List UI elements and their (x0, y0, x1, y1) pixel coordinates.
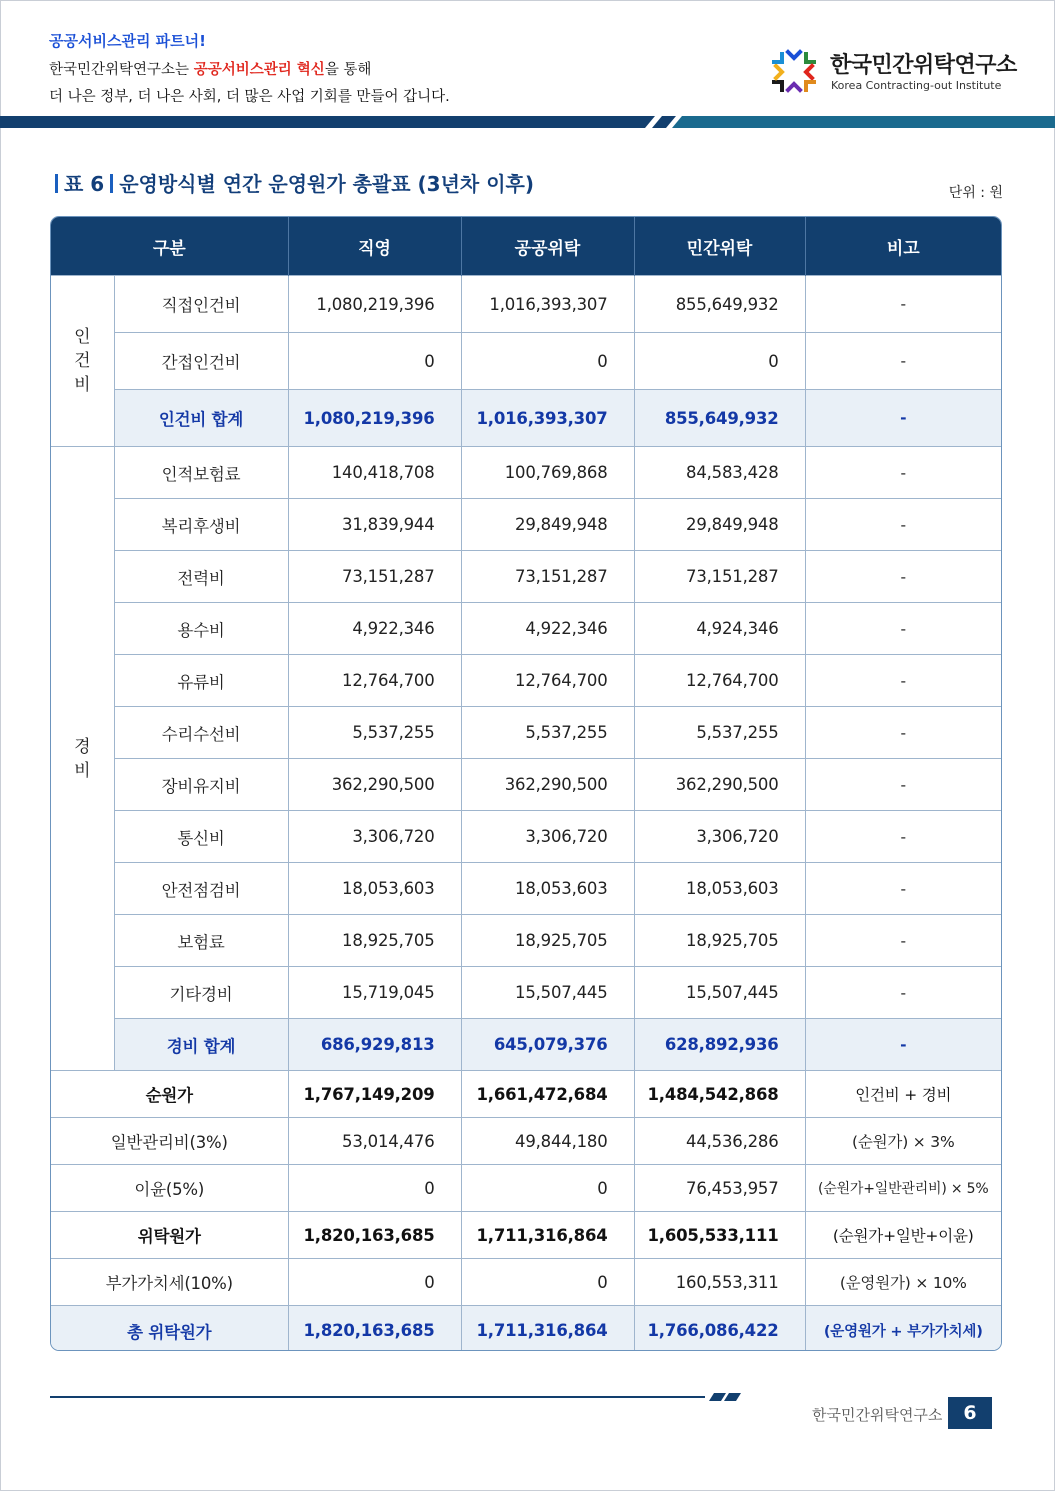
cost-summary-table (50, 216, 1002, 1351)
cell: 5,537,255 (288, 707, 461, 759)
row-label: 간접인건비 (114, 333, 288, 390)
row-label: 통신비 (114, 811, 288, 863)
cell: 1,661,472,684 (461, 1071, 634, 1118)
cell: 12,764,700 (288, 655, 461, 707)
table-label: 표 6 (64, 172, 105, 196)
cell: 100,769,868 (461, 447, 634, 499)
cell-note: - (805, 333, 1001, 390)
table-row (51, 276, 1001, 333)
row-label: 유류비 (114, 655, 288, 707)
cell: 5,537,255 (461, 707, 634, 759)
cell-note: - (805, 655, 1001, 707)
cell: 4,922,346 (461, 603, 634, 655)
table-row (51, 811, 1001, 863)
cell: 1,484,542,868 (634, 1071, 805, 1118)
cell: 0 (634, 333, 805, 390)
cell: 140,418,708 (288, 447, 461, 499)
col-header: 구분 (51, 217, 288, 276)
row-label: 기타경비 (114, 967, 288, 1019)
table-row (51, 915, 1001, 967)
subtotal-row (51, 390, 1001, 447)
footer-slash-decoration (708, 1393, 742, 1401)
cell: 855,649,932 (634, 276, 805, 333)
row-label: 전력비 (114, 551, 288, 603)
cell: 1,016,393,307 (461, 276, 634, 333)
cell: 49,844,180 (461, 1118, 634, 1165)
col-header: 직영 (288, 217, 461, 276)
cell: 362,290,500 (288, 759, 461, 811)
cell: 31,839,944 (288, 499, 461, 551)
cell: 628,892,936 (634, 1019, 805, 1071)
cell-note: (운영원가 + 부가가치세) (805, 1306, 1001, 1352)
cell: 3,306,720 (461, 811, 634, 863)
row-label: 경비 합계 (114, 1019, 288, 1071)
table-row (51, 863, 1001, 915)
table-row (51, 551, 1001, 603)
footer-rule (50, 1396, 705, 1398)
table-row (51, 447, 1001, 499)
cell-note: - (805, 603, 1001, 655)
cell-note: (순원가) × 3% (805, 1118, 1001, 1165)
table-header-row (51, 217, 1001, 276)
page-number: 6 (948, 1397, 992, 1429)
cell: 5,537,255 (634, 707, 805, 759)
table-row (51, 333, 1001, 390)
cell: 1,080,219,396 (288, 276, 461, 333)
row-label: 안전점검비 (114, 863, 288, 915)
cell: 645,079,376 (461, 1019, 634, 1071)
cell: 4,924,346 (634, 603, 805, 655)
cell-note: - (805, 707, 1001, 759)
cell: 362,290,500 (634, 759, 805, 811)
cell: 73,151,287 (288, 551, 461, 603)
table-title-text: 운영방식별 연간 운영원가 총괄표 (3년차 이후) (119, 172, 534, 196)
cell: 29,849,948 (461, 499, 634, 551)
cell: 1,820,163,685 (288, 1212, 461, 1259)
cell: 18,925,705 (461, 915, 634, 967)
cell: 18,053,603 (634, 863, 805, 915)
cell-note: - (805, 811, 1001, 863)
title-bar-right (110, 174, 113, 193)
cell: 76,453,957 (634, 1165, 805, 1212)
table-unit: 단위 : 원 (948, 185, 1003, 201)
cell-note: - (805, 499, 1001, 551)
table-row (51, 1259, 1001, 1306)
cell: 855,649,932 (634, 390, 805, 447)
cell: 3,306,720 (634, 811, 805, 863)
group-label-expense: 경 비 (51, 447, 114, 1071)
col-header: 공공위탁 (461, 217, 634, 276)
cell: 73,151,287 (634, 551, 805, 603)
group-label-personnel: 인 건 비 (51, 276, 114, 447)
cell: 18,053,603 (461, 863, 634, 915)
row-label: 보험료 (114, 915, 288, 967)
footer-org-name: 한국민간위탁연구소 (812, 1406, 943, 1424)
cell: 0 (288, 1165, 461, 1212)
cell-note: - (805, 759, 1001, 811)
cell-note: - (805, 915, 1001, 967)
cell: 73,151,287 (461, 551, 634, 603)
header-intro-tail: 을 통해 (324, 62, 372, 78)
table-title (49, 168, 534, 197)
cell-note: - (805, 1019, 1001, 1071)
cell: 362,290,500 (461, 759, 634, 811)
cell-note: - (805, 390, 1001, 447)
cell-note: - (805, 276, 1001, 333)
row-label: 순원가 (51, 1071, 288, 1118)
logo-korean-name: 한국민간위탁연구소 (830, 53, 1017, 78)
header-highlight: 공공서비스관리 혁신 (193, 62, 325, 78)
row-label: 총 위탁원가 (51, 1306, 288, 1352)
row-label: 인적보험료 (114, 447, 288, 499)
row-label: 인건비 합계 (114, 390, 288, 447)
cell: 18,925,705 (634, 915, 805, 967)
cell: 18,925,705 (288, 915, 461, 967)
cell-note: 인건비 + 경비 (805, 1071, 1001, 1118)
cell-note: - (805, 863, 1001, 915)
row-label: 복리후생비 (114, 499, 288, 551)
cell: 84,583,428 (634, 447, 805, 499)
cell: 44,536,286 (634, 1118, 805, 1165)
header-divider-bar (0, 116, 1055, 128)
col-header: 민간위탁 (634, 217, 805, 276)
title-bar-left (55, 174, 58, 193)
cell: 18,053,603 (288, 863, 461, 915)
table-row (51, 655, 1001, 707)
row-label: 일반관리비(3%) (51, 1118, 288, 1165)
cell-note: - (805, 447, 1001, 499)
header-tagline: 공공서비스관리 파트너! (49, 32, 206, 50)
cell-note: - (805, 967, 1001, 1019)
row-label: 직접인건비 (114, 276, 288, 333)
cell: 15,719,045 (288, 967, 461, 1019)
cell: 0 (461, 333, 634, 390)
cell: 0 (461, 1259, 634, 1306)
col-header: 비고 (805, 217, 1001, 276)
cell: 1,711,316,864 (461, 1306, 634, 1352)
cell: 4,922,346 (288, 603, 461, 655)
table-row (51, 1071, 1001, 1118)
cell: 0 (461, 1165, 634, 1212)
cell: 1,711,316,864 (461, 1212, 634, 1259)
cell: 53,014,476 (288, 1118, 461, 1165)
cell: 0 (288, 333, 461, 390)
header-mission: 더 나은 정부, 더 나은 사회, 더 많은 사업 기회를 만들어 갑니다. (49, 89, 450, 105)
header-intro-text: 한국민간위탁연구소는 (49, 62, 194, 78)
cell: 15,507,445 (634, 967, 805, 1019)
cell: 12,764,700 (461, 655, 634, 707)
cell-note: (순원가+일반+이윤) (805, 1212, 1001, 1259)
row-label: 용수비 (114, 603, 288, 655)
cell-note: (운영원가) × 10% (805, 1259, 1001, 1306)
cell: 15,507,445 (461, 967, 634, 1019)
cell: 0 (288, 1259, 461, 1306)
cell: 1,820,163,685 (288, 1306, 461, 1352)
cell: 3,306,720 (288, 811, 461, 863)
cell: 29,849,948 (634, 499, 805, 551)
cell: 686,929,813 (288, 1019, 461, 1071)
row-label: 이윤(5%) (51, 1165, 288, 1212)
header-intro (49, 58, 371, 79)
cell: 1,605,533,111 (634, 1212, 805, 1259)
cell-note: (순원가+일반관리비) × 5% (805, 1165, 1001, 1212)
cell: 12,764,700 (634, 655, 805, 707)
table-row (51, 967, 1001, 1019)
row-label: 수리수선비 (114, 707, 288, 759)
cell: 1,766,086,422 (634, 1306, 805, 1352)
table-row (51, 603, 1001, 655)
cell-note: - (805, 551, 1001, 603)
table-row (51, 707, 1001, 759)
subtotal-row (51, 1019, 1001, 1071)
table-row (51, 759, 1001, 811)
cell: 160,553,311 (634, 1259, 805, 1306)
table-row (51, 1212, 1001, 1259)
table-row (51, 1165, 1001, 1212)
table-row (51, 499, 1001, 551)
cell: 1,080,219,396 (288, 390, 461, 447)
table-row (51, 1118, 1001, 1165)
cell: 1,016,393,307 (461, 390, 634, 447)
row-label: 부가가치세(10%) (51, 1259, 288, 1306)
total-row (51, 1306, 1001, 1352)
row-label: 위탁원가 (51, 1212, 288, 1259)
row-label: 장비유지비 (114, 759, 288, 811)
institute-logo-icon (768, 44, 820, 96)
logo-english-name: Korea Contracting-out Institute (831, 79, 1002, 92)
cell: 1,767,149,209 (288, 1071, 461, 1118)
